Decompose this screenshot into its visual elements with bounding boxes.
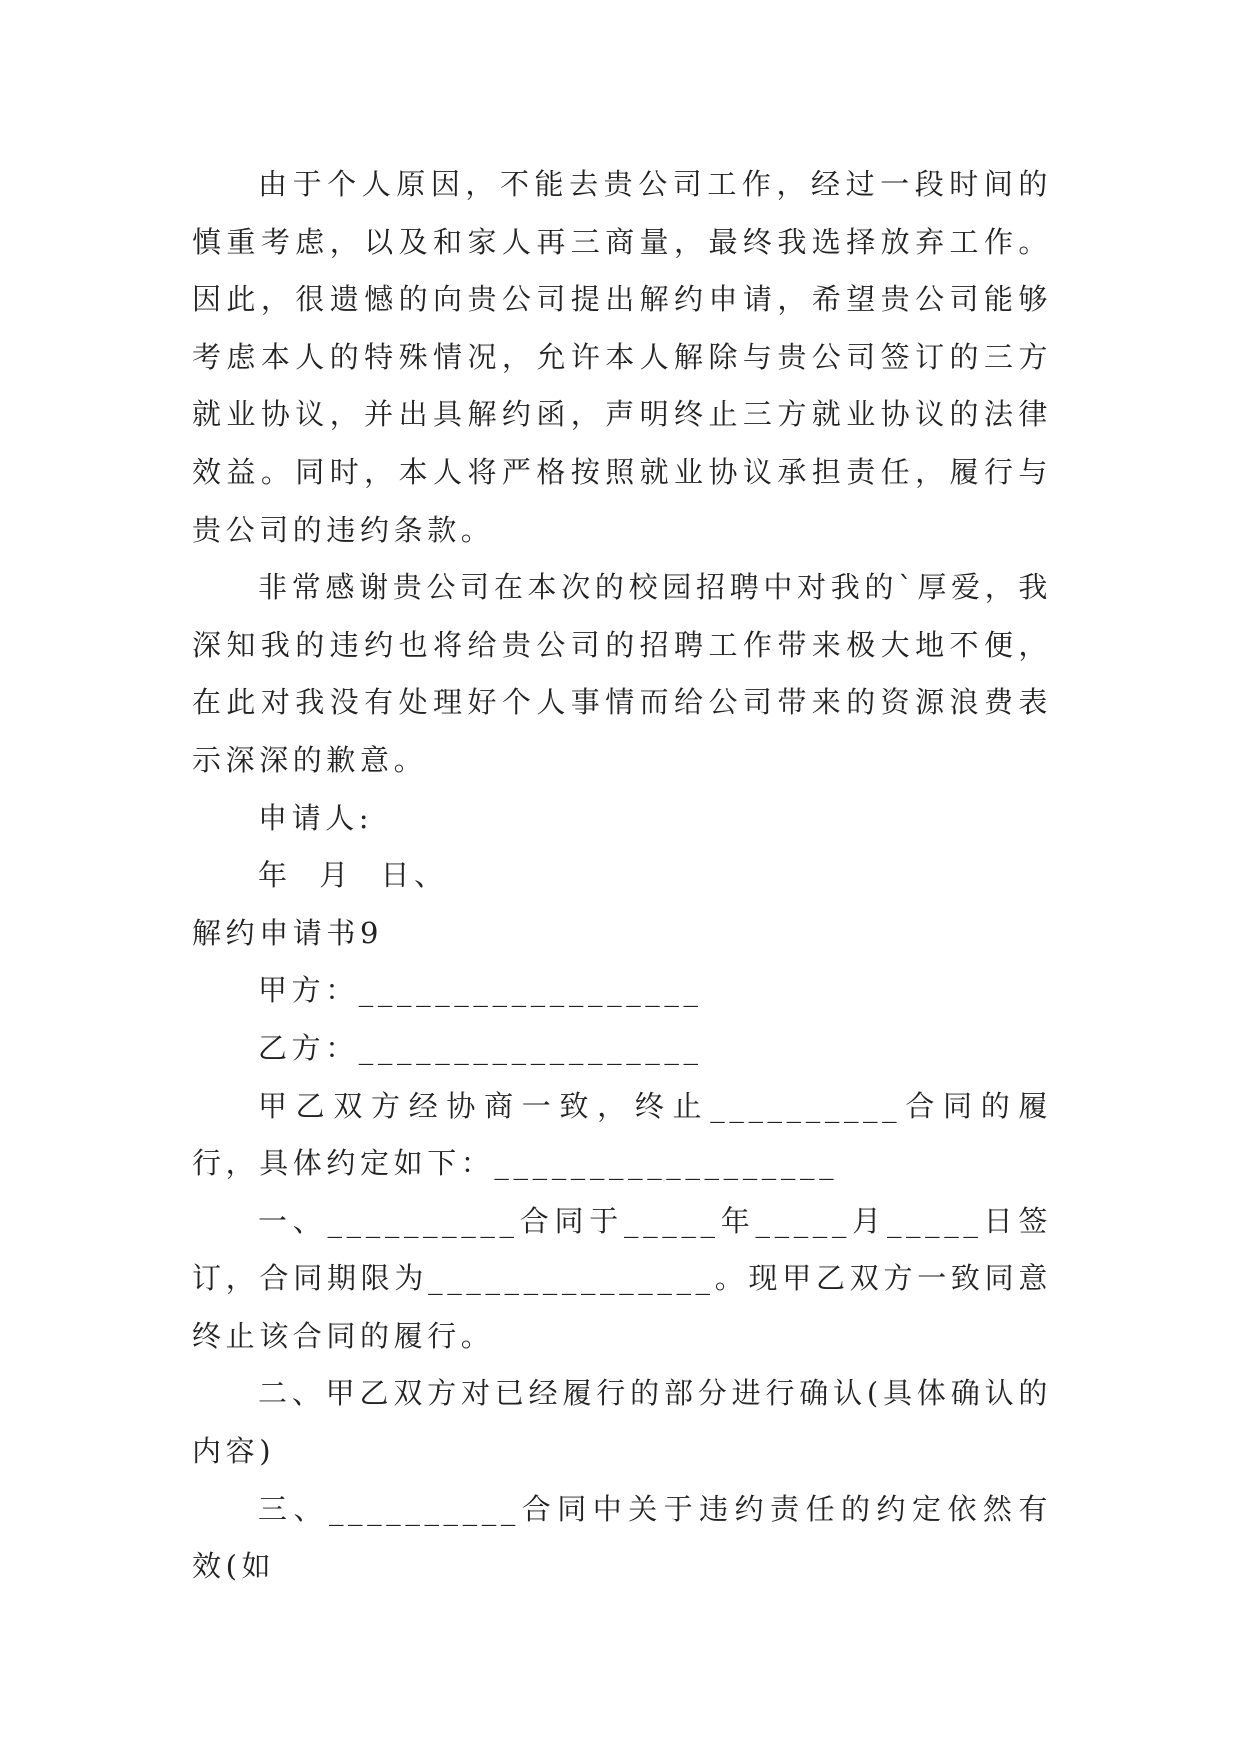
party-a-line: 甲方：__________________ bbox=[258, 973, 703, 1008]
clause-one: 一、__________合同于_____年_____月_____日签订，合同期限为_______________。现甲乙双方一致同意终止该合同的履行。 bbox=[192, 1203, 1052, 1353]
agreement-intro: 甲乙双方经协商一致，终止__________合同的履行，具体约定如下：__________________ bbox=[192, 1088, 1052, 1181]
party-b-line: 乙方：__________________ bbox=[258, 1030, 703, 1065]
section-title: 解约申请书9 bbox=[192, 915, 384, 950]
date-line: 年 月 日、 bbox=[258, 858, 448, 893]
paragraph-apology: 非常感谢贵公司在本次的校园招聘中对我的`厚爱，我深知我的违约也将给贵公司的招聘工作带来极大地不便，在此对我没有处理好个人事情而给公司带来的资源浪费表示深深的歉意。 bbox=[192, 570, 1052, 777]
document-page bbox=[192, 156, 1052, 1596]
paragraph-resignation-reason: 由于个人原因，不能去贵公司工作，经过一段时间的慎重考虑，以及和家人再三商量，最终我选择放弃工作。因此，很遗憾的向贵公司提出解约申请，希望贵公司能够考虑本人的特殊情况，允许本人解除与贵公司签订的三方就业协议，并出具解约函，声明终止三方就业协议的法律效益。同时，本人将严格按照就业协议承担责任，履行与贵公司的违约条款。 bbox=[192, 167, 1052, 547]
clause-three: 三、__________合同中关于违约责任的约定依然有效(如 bbox=[192, 1491, 1052, 1584]
clause-two: 二、甲乙双方对已经履行的部分进行确认(具体确认的内容) bbox=[192, 1376, 1052, 1469]
applicant-line: 申请人: bbox=[258, 800, 374, 835]
